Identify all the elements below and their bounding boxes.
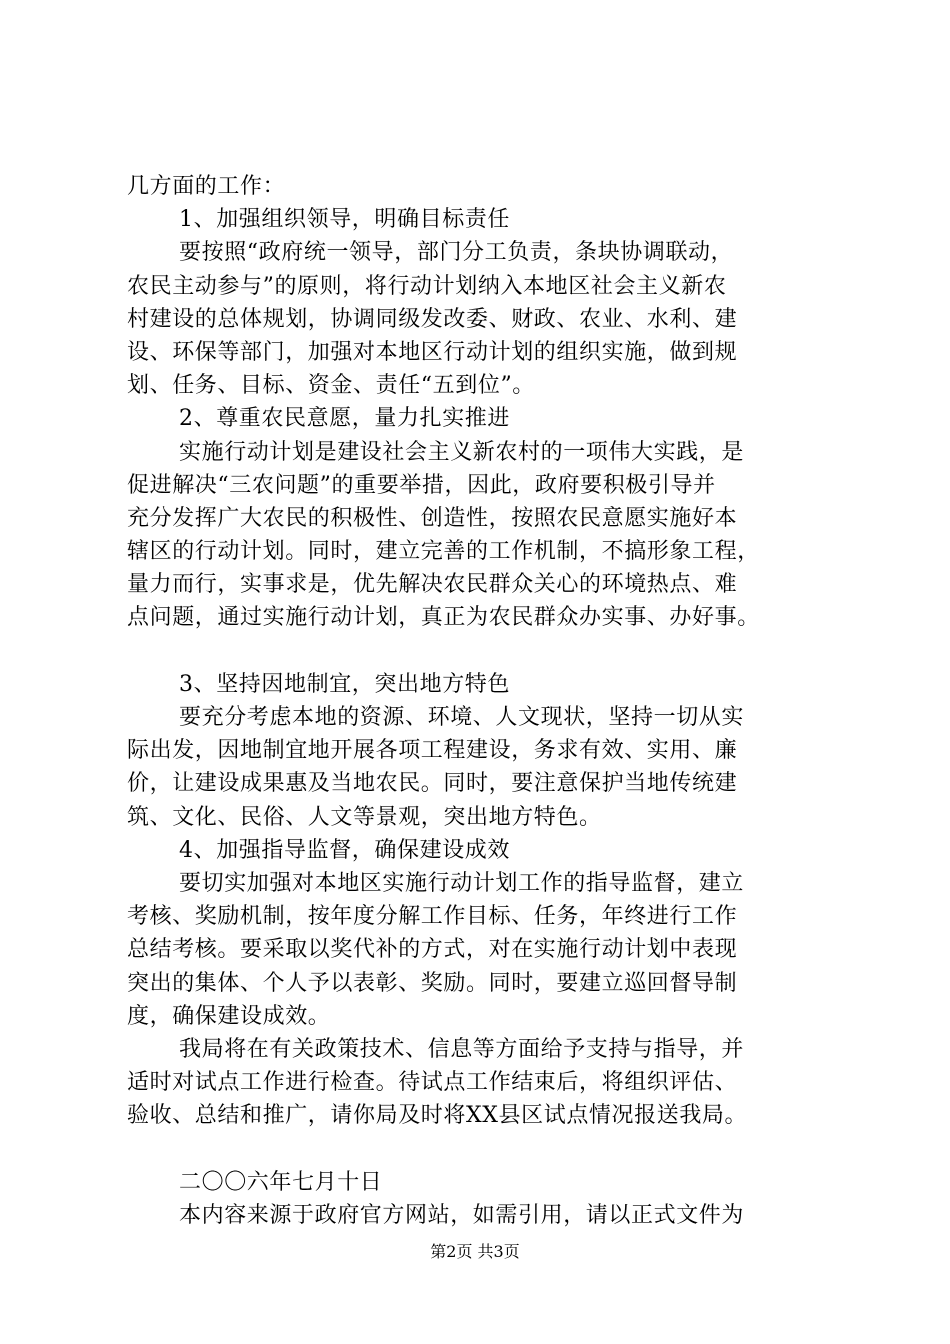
paragraph-gap [127, 635, 837, 668]
text-line: 我局将在有关政策技术、信息等方面给予支持与指导，并 [179, 1036, 745, 1062]
text-line: 要按照“政府统一领导，部门分工负责，条块协调联动， [179, 240, 734, 266]
text-line: 考核、奖励机制，按年度分解工作目标、任务，年终进行工作 [127, 904, 738, 930]
text-line: 适时对试点工作进行检查。待试点工作结束后，将组织评估、 [127, 1070, 738, 1096]
document-date: 二〇〇六年七月十日 [179, 1169, 383, 1195]
page-number-footer: 第2页 共3页 [430, 1242, 520, 1261]
text-line: 充分发挥广大农民的积极性、创造性，按照农民意愿实施好本 [127, 505, 738, 531]
source-note: 本内容来源于政府官方网站，如需引用，请以正式文件为 [179, 1202, 745, 1228]
text-line: 际出发，因地制宜地开展各项工程建设，务求有效、实用、廉 [127, 738, 738, 764]
section-heading: 2、尊重农民意愿，量力扎实推进 [179, 406, 510, 432]
text-line: 要充分考虑本地的资源、环境、人文现状，坚持一切从实 [179, 705, 745, 730]
text-line: 总结考核。要采取以奖代补的方式，对在实施行动计划中表现 [127, 937, 738, 963]
text-line: 度，确保建设成效。 [127, 1003, 331, 1029]
text-line: 设、环保等部门，加强对本地区行动计划的组织实施，做到规 [127, 339, 738, 365]
section-heading: 4、加强指导监督，确保建设成效 [179, 837, 510, 863]
document-body [127, 170, 837, 1232]
text-line: 量力而行，实事求是，优先解决农民群众关心的环境热点、难 [127, 572, 738, 598]
paragraph-gap [127, 1132, 837, 1165]
text-line: 点问题，通过实施行动计划，真正为农民群众办实事、办好事。 [127, 605, 760, 631]
text-line: 农民主动参与”的原则，将行动计划纳入本地区社会主义新农 [127, 273, 727, 299]
text-line: 促进解决“三农问题”的重要举措，因此，政府要积极引导并 [127, 472, 716, 498]
text-line: 划、任务、目标、资金、责任“五到位”。 [127, 373, 535, 399]
text-line: 突出的集体、个人予以表彰、奖励。同时，要建立巡回督导制 [127, 970, 738, 996]
text-line: 筑、文化、民俗、人文等景观，突出地方特色。 [127, 804, 602, 830]
text-line: 实施行动计划是建设社会主义新农村的一项伟大实践，是 [179, 439, 745, 465]
text-line: 验收、总结和推广，请你局及时将XX县区试点情况报送我局。 [127, 1103, 748, 1129]
text-line: 要切实加强对本地区实施行动计划工作的指导监督，建立 [179, 870, 745, 896]
text-line: 村建设的总体规划，协调同级发改委、财政、农业、水利、建 [127, 306, 738, 332]
section-heading: 1、加强组织领导，明确目标责任 [179, 207, 510, 233]
text-line: 几方面的工作： [127, 174, 286, 199]
text-line: 辖区的行动计划。同时，建立完善的工作机制，不搞形象工程， [127, 539, 760, 565]
section-heading: 3、坚持因地制宜，突出地方特色 [179, 671, 510, 697]
text-line: 价，让建设成果惠及当地农民。同时，要注意保护当地传统建 [127, 771, 738, 797]
